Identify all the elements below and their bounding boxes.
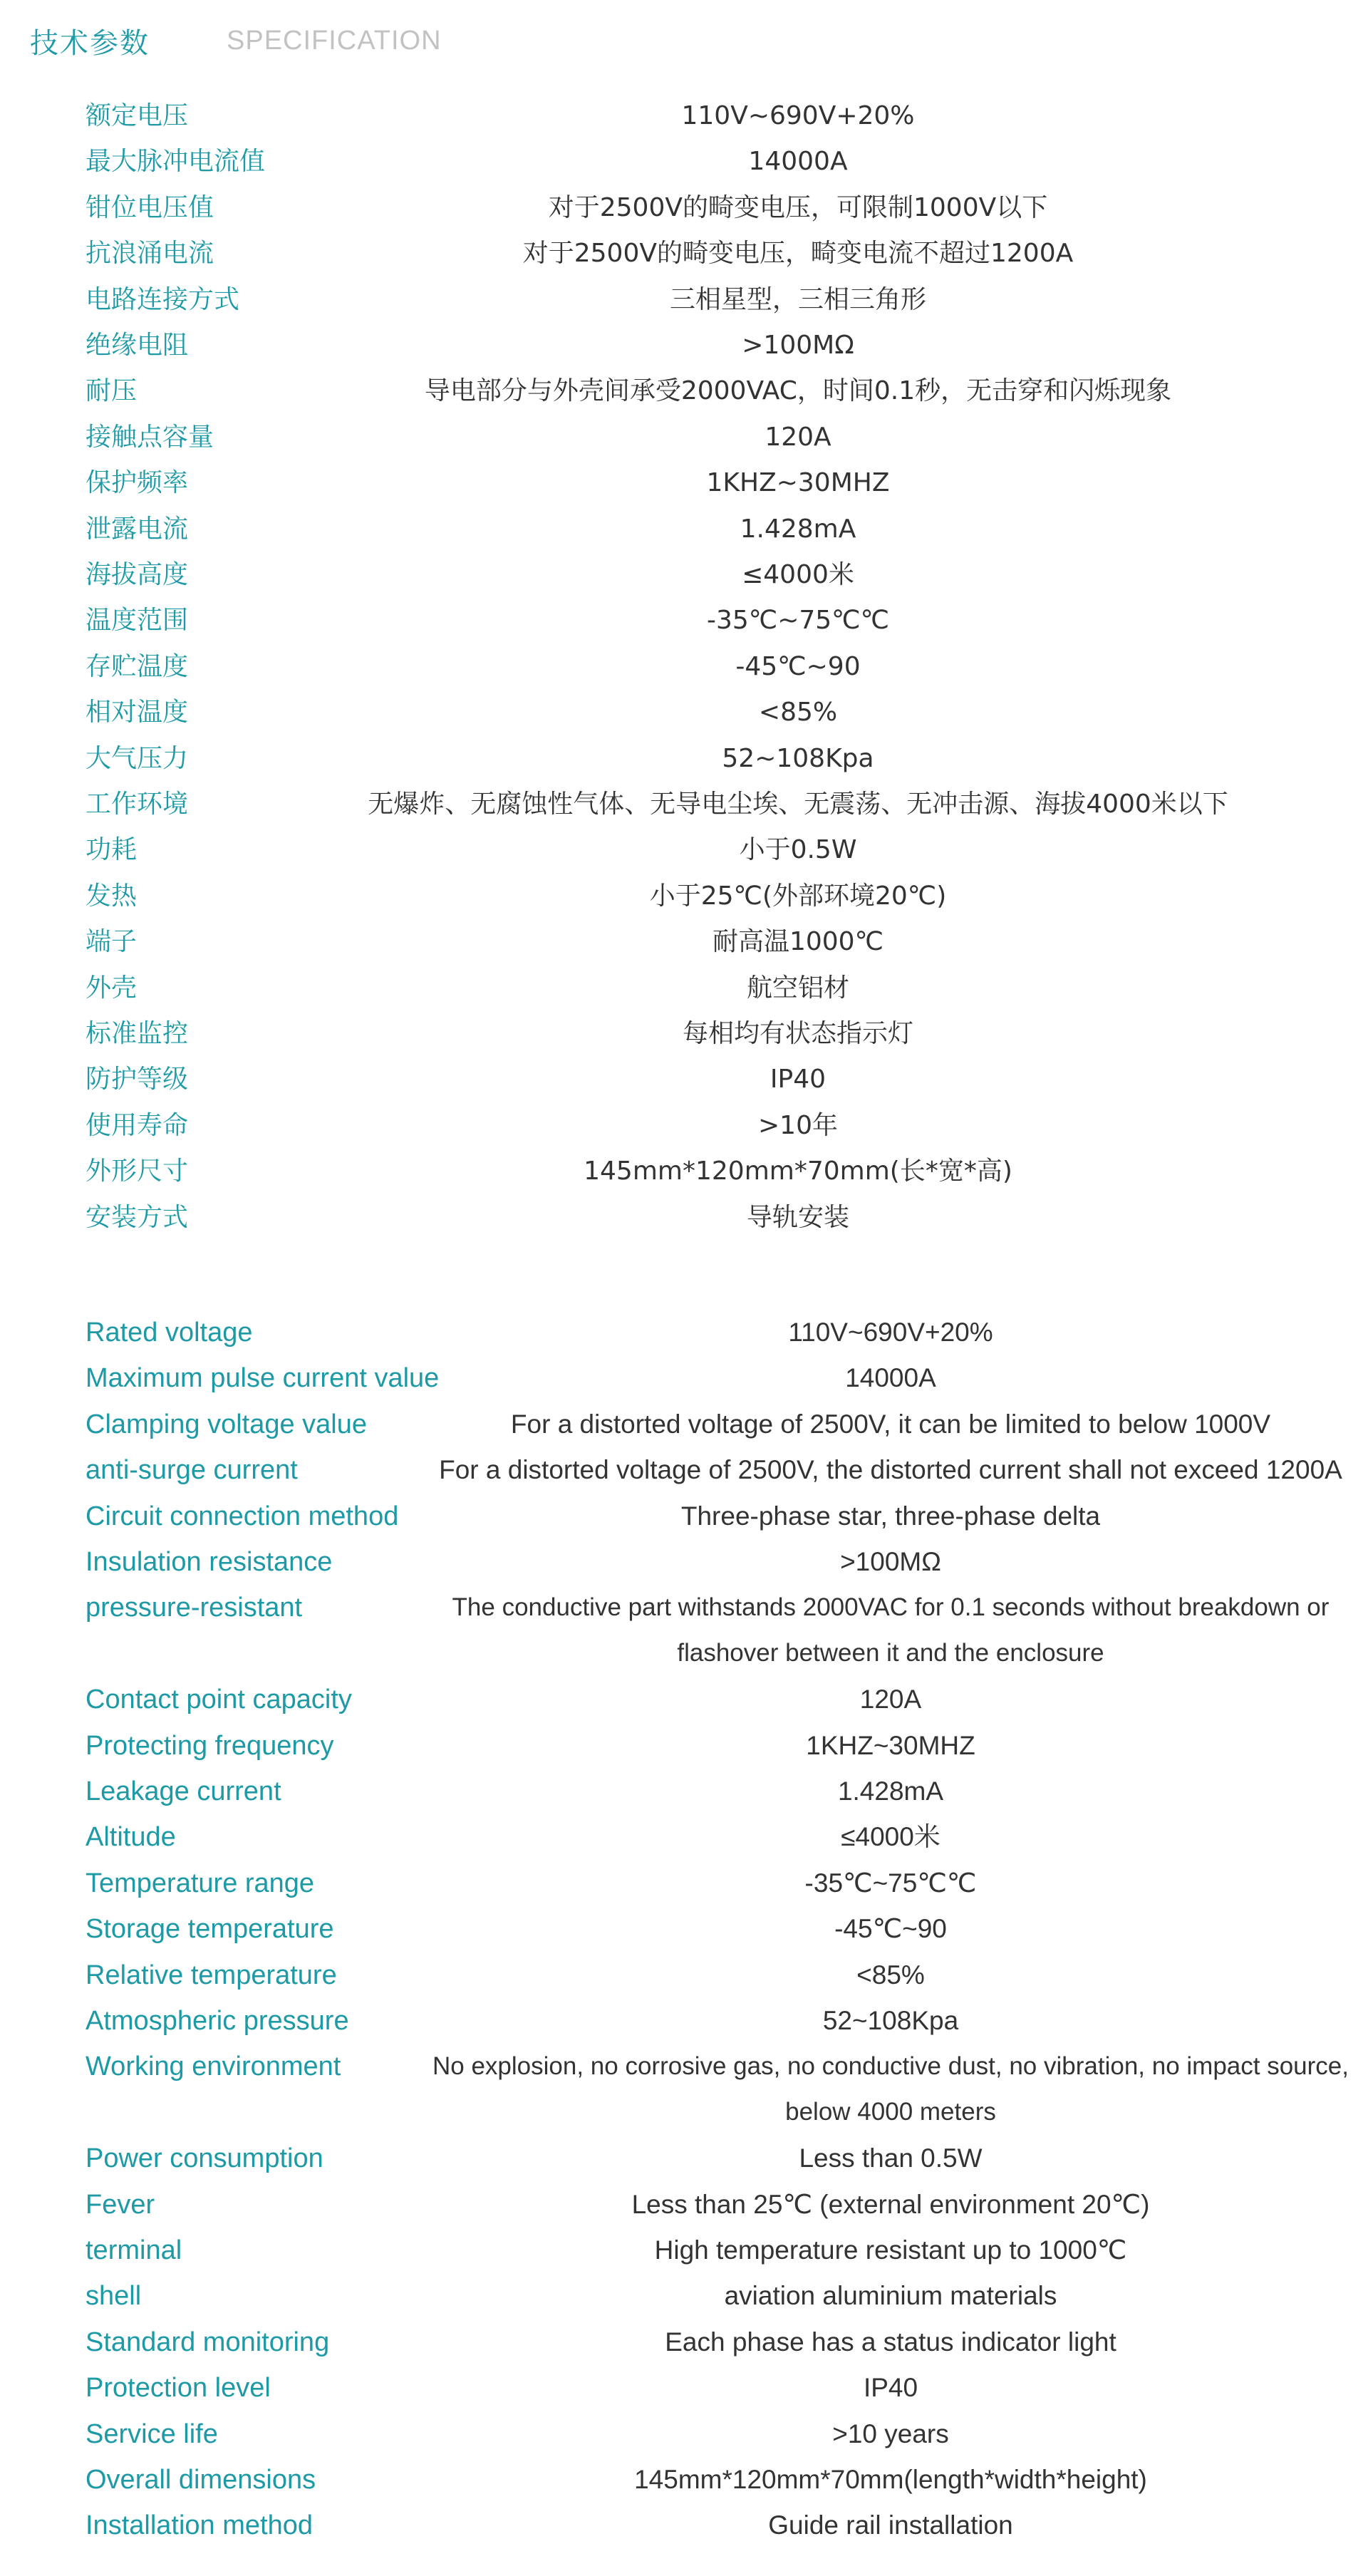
- spec-value: >10 years: [832, 2419, 949, 2448]
- spec-label: 接触点容量: [86, 422, 214, 452]
- spec-label: 外壳: [86, 973, 138, 1003]
- spec-value: 对于2500V的畸变电压，可限制1000V以下: [548, 192, 1048, 222]
- spec-label: 功耗: [86, 835, 138, 865]
- spec-label: 温度范围: [86, 606, 189, 636]
- spec-value: 导轨安装: [746, 1202, 849, 1232]
- spec-value: 14000A: [748, 147, 848, 177]
- spec-label: Working environment: [86, 2052, 341, 2082]
- spec-label: 抗浪涌电流: [86, 239, 214, 269]
- spec-label: 耐压: [86, 376, 138, 406]
- spec-value: 无爆炸、无腐蚀性气体、无导电尘埃、无震荡、无冲击源、海拔4000米以下: [368, 790, 1228, 819]
- spec-label: Protecting frequency: [86, 1730, 334, 1761]
- spec-value: High temperature resistant up to 1000℃: [654, 2235, 1127, 2265]
- spec-label: Leakage current: [86, 1776, 281, 1806]
- spec-label: 相对温度: [86, 698, 189, 728]
- spec-value: For a distorted voltage of 2500V, the distorted current shall not exceed 1200A: [439, 1455, 1342, 1485]
- spec-label: 安装方式: [86, 1202, 189, 1232]
- spec-value: 1KHZ~30MHZ: [806, 1730, 975, 1760]
- spec-value: 1.428mA: [837, 1776, 944, 1806]
- spec-label: 保护频率: [86, 468, 189, 498]
- spec-value: 航空铝材: [746, 973, 849, 1003]
- spec-label: 端子: [86, 927, 138, 957]
- spec-value: ≤4000米: [742, 560, 854, 589]
- spec-value: 1.428mA: [740, 514, 856, 544]
- spec-value: 导电部分与外壳间承受2000VAC，时间0.1秒，无击穿和闪烁现象: [424, 376, 1172, 406]
- spec-label: 最大脉冲电流值: [86, 147, 266, 177]
- spec-label: Rated voltage: [86, 1318, 253, 1348]
- spec-label: Storage temperature: [86, 1914, 334, 1945]
- spec-label: 外形尺寸: [86, 1157, 189, 1186]
- spec-value: 三相星型，三相三角形: [669, 284, 926, 314]
- spec-label: 绝缘电阻: [86, 331, 189, 360]
- spec-label: Temperature range: [86, 1868, 315, 1898]
- spec-value: -35℃~75℃℃: [706, 606, 890, 636]
- spec-label: shell: [86, 2281, 142, 2312]
- spec-label: Insulation resistance: [86, 1547, 333, 1577]
- spec-label: Installation method: [86, 2510, 313, 2541]
- spec-label: anti-surge current: [86, 1455, 298, 1486]
- title-chinese: 技术参数: [30, 26, 150, 60]
- spec-value: 120A: [859, 1685, 922, 1714]
- spec-label: terminal: [86, 2235, 182, 2265]
- spec-label: 额定电压: [86, 101, 189, 130]
- spec-label: Service life: [86, 2419, 218, 2449]
- spec-label: 发热: [86, 881, 138, 911]
- spec-label: 标准监控: [86, 1019, 189, 1048]
- spec-value: aviation aluminium materials: [724, 2281, 1057, 2311]
- spec-label: pressure-resistant: [86, 1593, 303, 1623]
- spec-value: IP40: [770, 1065, 826, 1095]
- spec-value: ≤4000米: [841, 1822, 940, 1852]
- spec-value: -45℃~90: [735, 651, 861, 681]
- spec-label: Relative temperature: [86, 1960, 337, 1990]
- spec-value: Each phase has a status indicator light: [665, 2327, 1116, 2357]
- spec-label: 工作环境: [86, 790, 189, 819]
- spec-label: Standard monitoring: [86, 2327, 330, 2357]
- spec-label: 防护等级: [86, 1065, 189, 1095]
- spec-label: Contact point capacity: [86, 1685, 352, 1715]
- spec-value: 145mm*120mm*70mm(长*宽*高): [584, 1157, 1012, 1186]
- spec-value: 每相均有状态指示灯: [682, 1019, 913, 1048]
- spec-label: 泄露电流: [86, 514, 189, 544]
- spec-label: 大气压力: [86, 743, 189, 773]
- spec-value: 52~108Kpa: [722, 743, 874, 773]
- spec-value: IP40: [863, 2373, 918, 2403]
- spec-value: 14000A: [845, 1363, 936, 1393]
- spec-value: 1KHZ~30MHZ: [706, 468, 890, 498]
- spec-label: Overall dimensions: [86, 2465, 316, 2495]
- spec-value: 小于25℃(外部环境20℃): [649, 881, 947, 911]
- spec-label: 海拔高度: [86, 560, 189, 589]
- section-header: [30, 16, 442, 66]
- spec-value: >10年: [758, 1110, 838, 1140]
- spec-label: 电路连接方式: [86, 284, 240, 314]
- spec-value: 120A: [765, 422, 831, 452]
- spec-label: Clamping voltage value: [86, 1409, 368, 1439]
- spec-value: Less than 0.5W: [799, 2143, 983, 2173]
- spec-value: 对于2500V的畸变电压，畸变电流不超过1200A: [522, 239, 1074, 269]
- spec-label: Atmospheric pressure: [86, 2006, 349, 2036]
- spec-value: >100MΩ: [840, 1547, 941, 1576]
- spec-value: -45℃~90: [834, 1914, 947, 1944]
- spec-label: Protection level: [86, 2373, 271, 2404]
- spec-value: Less than 25℃ (external environment 20℃): [631, 2189, 1150, 2219]
- spec-value: 110V~690V+20%: [681, 101, 915, 130]
- spec-label: Circuit connection method: [86, 1501, 399, 1531]
- spec-value: The conductive part withstands 2000VAC for 0.1 seconds without breakdown or flashover between it and the enclosure: [452, 1593, 1330, 1667]
- spec-value: For a distorted voltage of 2500V, it can be limited to below 1000V: [510, 1409, 1271, 1439]
- spec-label: Altitude: [86, 1822, 176, 1853]
- spec-value: 52~108Kpa: [822, 2006, 959, 2035]
- spec-value: Guide rail installation: [768, 2510, 1013, 2540]
- spec-label: Fever: [86, 2189, 155, 2220]
- title-english: SPECIFICATION: [227, 25, 442, 56]
- spec-label: 使用寿命: [86, 1110, 189, 1140]
- spec-label: Power consumption: [86, 2143, 323, 2174]
- spec-value: 110V~690V+20%: [788, 1318, 993, 1347]
- spec-label: Maximum pulse current value: [86, 1363, 440, 1394]
- spec-value: >100MΩ: [742, 331, 854, 360]
- spec-label: 钳位电压值: [86, 192, 214, 222]
- spec-value: <85%: [856, 1960, 925, 1990]
- spec-value: -35℃~75℃℃: [804, 1868, 977, 1898]
- spec-value: <85%: [758, 698, 838, 728]
- spec-value: No explosion, no corrosive gas, no conductive dust, no vibration, no impact source, below 4000 meters: [432, 2052, 1349, 2126]
- spec-value: 耐高温1000℃: [712, 927, 884, 957]
- spec-value: Three-phase star, three-phase delta: [680, 1501, 1101, 1531]
- spec-label: 存贮温度: [86, 651, 189, 681]
- spec-value: 小于0.5W: [739, 835, 857, 865]
- spec-value: 145mm*120mm*70mm(length*width*height): [634, 2465, 1147, 2494]
